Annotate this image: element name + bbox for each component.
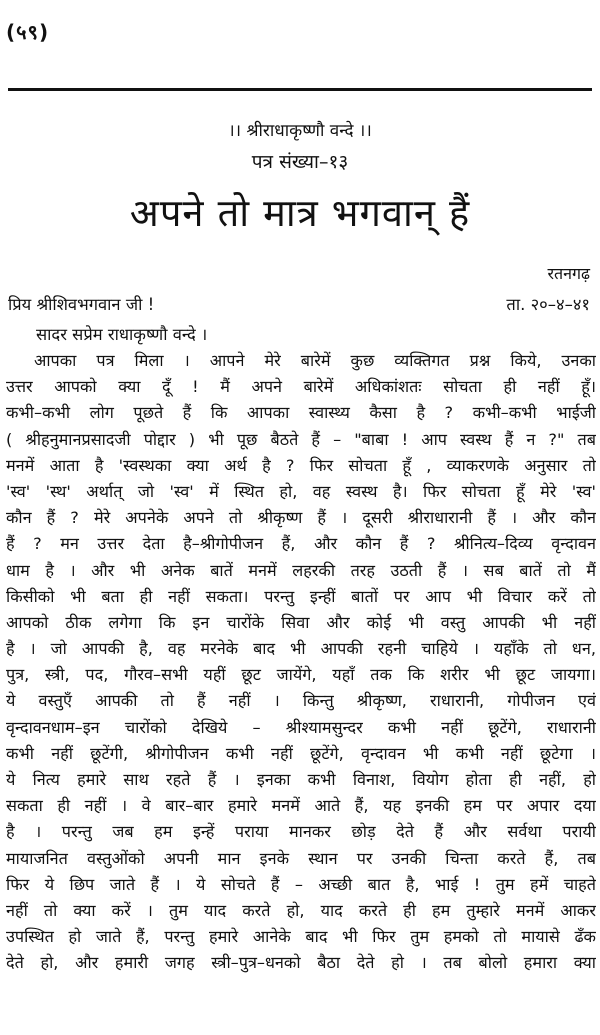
header-divider xyxy=(8,88,592,91)
letter-title: अपने तो मात्र भगवान् हैं xyxy=(129,191,471,235)
body-line: देते हो, और हमारी जगह स्त्री–पुत्र–धनको बैठा देते हो । तब बोलो हमारा क्या xyxy=(6,953,596,973)
body-line: आपका पत्र मिला । आपने मेरे बारेमें कुछ व्यक्तिगत प्रश्न किये, उनका xyxy=(34,351,596,370)
body-line: कौन हैं ? मेरे अपनेके अपने तो श्रीकृष्ण हैं । दूसरी श्रीराधारानी हैं । और कौन xyxy=(6,508,596,528)
body-line: किसीको भी बता ही नहीं सकता। परन्तु इन्हीं बातों पर आप भी विचार करें तो xyxy=(6,586,596,606)
body-line: कभी नहीं छूटेंगी, श्रीगोपीजन कभी नहीं छूटेंगे, वृन्दावन भी कभी नहीं छूटेगा । xyxy=(6,743,596,763)
body-line: नहीं तो क्या करें । तुम याद करते हो, याद करते ही हम तुम्हारे मनमें आकर xyxy=(6,900,596,920)
letter-date: ता. २०–४–४१ xyxy=(506,295,590,314)
body-line: हैं ? मन उत्तर देता है–श्रीगोपीजन हैं, और कौन हैं ? श्रीनित्य–दिव्य वृन्दावन xyxy=(6,534,596,554)
body-line: ( श्रीहनुमानप्रसादजी पोद्दार ) भी पूछ बैठते हैं – "बाबा ! आप स्वस्थ हैं न ?" तब xyxy=(6,429,596,449)
salutation-heading: ।। श्रीराधाकृष्णौ वन्दे ।। xyxy=(228,121,372,141)
body-line: उपस्थित हो जाते हैं, परन्तु हमारे आनेके बाद भी फिर तुम हमको तो मायासे ढँक xyxy=(6,927,596,947)
body-line: है । जो आपकी है, वह मरनेके बाद भी आपकी रहनी चाहिये । यहाँके तो धन, xyxy=(6,639,596,659)
body-line: वृन्दावनधाम–इन चारोंको देखिये – श्रीश्यामसुन्दर कभी नहीं छूटेंगे, राधारानी xyxy=(6,717,596,737)
body-line: सकता ही नहीं । वे बार–बार हमारे मनमें आते हैं, यह इनकी हम पर अपार दया xyxy=(6,796,596,816)
body-line: पुत्र, स्त्री, पद, गौरव–सभी यहीं छूट जायेंगे, यहाँ तक कि शरीर भी छूट जायगा। xyxy=(6,665,596,685)
letter-greeting: सादर सप्रेम राधाकृष्णौ वन्दे । xyxy=(36,325,208,344)
body-line: उत्तर आपको क्या दूँ ! मैं अपने बारेमें अधिकांशतः सोचता ही नहीं हूँ। xyxy=(6,377,596,397)
body-line: मनमें आता है 'स्वस्थका क्या अर्थ है ? फिर सोचता हूँ , व्याकरणके अनुसार तो xyxy=(6,455,596,475)
body-line: 'स्व' 'स्थ' अर्थात् जो 'स्व' में स्थित हो, वह स्वस्थ है। फिर सोचता हूँ मेरे 'स्व' xyxy=(6,481,596,501)
page-number: (५९) xyxy=(6,20,50,44)
body-line: है । परन्तु जब हम इन्हें पराया मानकर छोड़ देते हैं और सर्वथा परायी xyxy=(6,822,596,842)
letter-addressee: प्रिय श्रीशिवभगवान जी ! xyxy=(8,295,155,314)
letter-body xyxy=(6,348,596,977)
body-line: फिर ये छिप जाते हैं । ये सोचते हैं – अच्छी बात है, भाई ! तुम हमें चाहते xyxy=(6,874,596,894)
letter-number: पत्र संख्या–१३ xyxy=(251,151,349,173)
body-line: ये नित्य हमारे साथ रहते हैं । इनका कभी विनाश, वियोग होता ही नहीं, हो xyxy=(6,770,596,789)
body-line: मायाजनित वस्तुओंको अपनी मान इनके स्थान पर उनकी चिन्ता करते हैं, तब xyxy=(6,848,596,868)
letter-place: रतनगढ़ xyxy=(547,264,590,283)
body-line: कभी–कभी लोग पूछते हैं कि आपका स्वास्थ्य कैसा है ? कभी–कभी भाईजी xyxy=(6,403,596,423)
body-line: आपको ठीक लगेगा कि इन चारोंके सिवा और कोई भी वस्तु आपकी भी नहीं xyxy=(6,612,596,632)
body-line: धाम है । और भी अनेक बातें मनमें लहरकी तरह उठती हैं । सब बातें तो मैं xyxy=(6,560,596,580)
body-line: ये वस्तुएँ आपकी तो हैं नहीं । किन्तु श्रीकृष्ण, राधारानी, गोपीजन एवं xyxy=(6,691,596,711)
